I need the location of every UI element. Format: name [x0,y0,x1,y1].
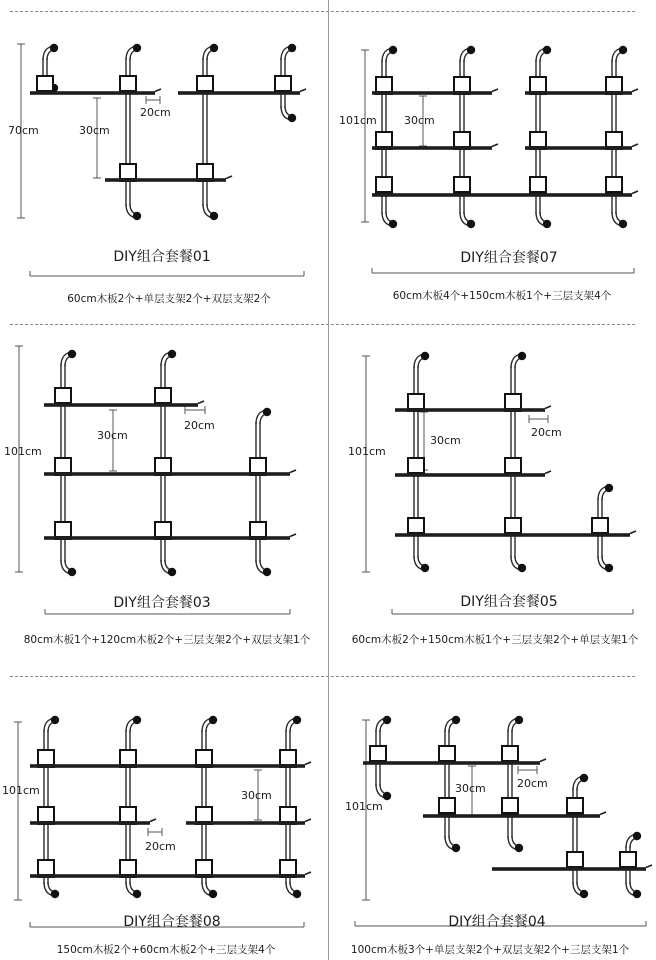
p07-upright-1-bracket-2 [376,177,392,193]
p01-shelf-2 [300,89,306,92]
p05-shelf-3 [630,531,636,534]
p05-upright-2-bracket-0 [505,394,521,410]
p05-shelf-1 [545,406,551,409]
p08-upright-4-bracket-1 [280,807,296,823]
p01-upright-2-top [133,44,141,52]
p07-title: DIY组合套餐07 [460,250,558,266]
p03-shelf-3 [290,534,296,537]
p08-upright-4-bracket-2 [280,860,296,876]
p03-shelf-1 [198,401,204,404]
p07-upright-3-bracket-2 [530,177,546,193]
p08-upright-4-top [293,716,301,724]
p07-upright-4-bracket-0 [606,77,622,93]
p03-upright-1-bottom [68,568,76,576]
p03-upright-1-top [68,350,76,358]
p08-upright-3-bracket-2 [196,860,212,876]
p08-upright-4-bottom [293,890,301,898]
p08-gap-label: 20cm [145,840,176,853]
p07-upright-4-top [619,46,627,54]
p07-spacing-label: 30cm [404,114,435,127]
p07-upright-1-top [389,46,397,54]
p05-upright-2-bracket-2 [505,518,521,534]
p07-upright-2-bracket-2 [454,177,470,193]
p05-upright-1-bracket-2 [408,518,424,534]
p05-caption: 60cm木板2个+150cm木板1个+三层支架2个+单层支架1个 [351,634,639,646]
p08-shelf-1 [30,764,305,768]
p07-height-label: 101cm [339,114,377,127]
p07-upright-2-bracket-1 [454,132,470,148]
p08-upright-1-bottom [51,890,59,898]
p08-upright-3-bracket-1 [196,807,212,823]
p04-upright-3-top [515,716,523,724]
p04-upright-4-bottom [580,890,588,898]
p04-shelf-2 [600,812,606,815]
p01-upright-2-bracket-0 [120,76,136,92]
p01-upright-3-bracket-1 [197,164,213,180]
p05-shelf-1 [395,408,545,412]
p04-upright-1-top [383,716,391,724]
p08-spacing-label: 30cm [241,789,272,802]
p08-upright-2-bottom [133,890,141,898]
p08-shelf-2 [30,821,150,825]
p04-upright-2-top [452,716,460,724]
p04-caption: 100cm木板3个+单层支架2个+双层支架2个+三层支架1个 [350,944,630,956]
p03-upright-2-top [168,350,176,358]
p05-shelf-2 [395,473,545,477]
p01-upright-4-bracket-0 [275,76,291,92]
p07-upright-4-bottom [619,220,627,228]
p05-gap-label: 20cm [531,426,562,439]
p04-shelf-1 [363,761,540,765]
p08-upright-4-bracket-0 [280,750,296,766]
p07-shelf-2 [525,91,632,95]
p01-shelf-1 [30,91,155,95]
p08-shelf-4 [305,872,311,875]
p07-shelf-3 [492,144,498,147]
p07-upright-3-bracket-1 [530,132,546,148]
p04-upright-5-bottom [633,890,641,898]
p04-height-label: 101cm [345,800,383,813]
p04-gap-label: 20cm [517,777,548,790]
p05-height-label: 101cm [348,445,386,458]
p03-upright-2-bracket-2 [155,522,171,538]
p01-upright-1-bracket-0 [37,76,53,92]
p05-shelf-3 [395,533,630,537]
p08-upright-1-top [51,716,59,724]
p04-upright-5-top [633,832,641,840]
p08-upright-3-bracket-0 [196,750,212,766]
p08-upright-2-bracket-0 [120,750,136,766]
p07-upright-2-top [467,46,475,54]
p03-shelf-2 [290,470,296,473]
p07-upright-3-bracket-0 [530,77,546,93]
p01-upright-4-bottom [288,114,296,122]
p03-upright-1-bracket-0 [55,388,71,404]
p07-shelf-1 [372,91,492,95]
p04-upright-3-bracket-1 [502,798,518,814]
p04-upright-4-bracket-1 [567,852,583,868]
p03-caption: 80cm木板1个+120cm木板2个+三层支架2个+双层支架1个 [23,634,311,646]
p01-upright-3-top [210,44,218,52]
p05-upright-3-top [605,484,613,492]
p07-upright-4-bracket-1 [606,132,622,148]
p07-shelf-1 [492,89,498,92]
p04-shelf-1 [540,759,546,762]
p07-upright-1-bottom [389,220,397,228]
p04-upright-4-bracket-0 [567,798,583,814]
p04-upright-2-bracket-0 [439,746,455,762]
p04-upright-3-bottom [515,844,523,852]
p07-shelf-5 [632,191,638,194]
p08-shelf-3 [305,819,311,822]
p08-title: DIY组合套餐08 [123,914,221,930]
p07-upright-4-bracket-2 [606,177,622,193]
p03-upright-1-bracket-1 [55,458,71,474]
p03-gap-label: 20cm [184,419,215,432]
p07-upright-3-bottom [543,220,551,228]
p07-caption: 60cm木板4个+150cm木板1个+三层支架4个 [392,290,612,302]
p08-upright-1-bracket-0 [38,750,54,766]
p01-upright-1-top [50,44,58,52]
p05-upright-1-bracket-1 [408,458,424,474]
p03-shelf-2 [44,472,290,476]
p07-shelf-4 [632,144,638,147]
p01-gap-label: 20cm [140,106,171,119]
p04-upright-1-bottom [383,792,391,800]
p03-upright-2-bracket-0 [155,388,171,404]
p03-spacing-label: 30cm [97,429,128,442]
p01-upright-3-bracket-0 [197,76,213,92]
p07-shelf-3 [372,146,492,150]
p04-upright-4-top [580,774,588,782]
p05-upright-1-bottom [421,564,429,572]
p03-upright-3-bracket-0 [250,458,266,474]
p05-upright-1-top [421,352,429,360]
p08-height-label: 101cm [2,784,40,797]
p04-shelf-2 [423,814,600,818]
p01-shelf-3 [105,178,226,182]
p07-upright-2-bottom [467,220,475,228]
p01-upright-3-bottom [210,212,218,220]
p05-upright-2-bottom [518,564,526,572]
p04-upright-1-bracket-0 [370,746,386,762]
p01-upright-4-top [288,44,296,52]
p01-height-label: 70cm [8,124,39,137]
p04-upright-2-bottom [452,844,460,852]
p04-upright-3-bracket-0 [502,746,518,762]
p04-shelf-3 [646,865,652,868]
p07-shelf-4 [525,146,632,150]
p07-shelf-2 [632,89,638,92]
p08-upright-1-bracket-2 [38,860,54,876]
p03-upright-3-top [263,408,271,416]
p04-shelf-3 [492,867,646,871]
p01-upright-2-bracket-1 [120,164,136,180]
p08-upright-2-bracket-2 [120,860,136,876]
p08-shelf-4 [30,874,305,878]
p03-height-label: 101cm [4,445,42,458]
p08-upright-3-top [209,716,217,724]
p07-upright-2-bracket-0 [454,77,470,93]
p07-upright-1-bracket-1 [376,132,392,148]
p07-shelf-5 [372,193,632,197]
p08-upright-2-bracket-1 [120,807,136,823]
p01-shelf-2 [178,91,300,95]
p03-title: DIY组合套餐03 [113,595,211,611]
p08-upright-2-top [133,716,141,724]
p04-upright-2-bracket-1 [439,798,455,814]
p04-upright-5-bracket-0 [620,852,636,868]
p03-shelf-3 [44,536,290,540]
p01-shelf-3 [226,176,232,179]
p05-shelf-2 [545,471,551,474]
p04-spacing-label: 30cm [455,782,486,795]
p01-upright-2-bottom [133,212,141,220]
p08-shelf-3 [186,821,305,825]
p03-shelf-1 [44,403,198,407]
p03-upright-3-bottom [263,568,271,576]
p01-caption: 60cm木板2个+单层支架2个+双层支架2个 [67,293,271,305]
p08-shelf-1 [305,762,311,765]
p08-caption: 150cm木板2个+60cm木板2个+三层支架4个 [56,944,276,956]
p05-spacing-label: 30cm [430,434,461,447]
p05-title: DIY组合套餐05 [460,594,558,610]
p08-upright-3-bottom [209,890,217,898]
p03-upright-3-bracket-1 [250,522,266,538]
p03-upright-2-bottom [168,568,176,576]
p05-upright-3-bracket-0 [592,518,608,534]
p01-title: DIY组合套餐01 [113,249,211,265]
p07-upright-3-top [543,46,551,54]
p01-shelf-1 [155,89,161,92]
p03-upright-2-bracket-1 [155,458,171,474]
p05-upright-2-bracket-1 [505,458,521,474]
p08-shelf-2 [150,819,156,822]
p05-upright-3-bottom [605,564,613,572]
p08-upright-1-bracket-1 [38,807,54,823]
p05-upright-1-bracket-0 [408,394,424,410]
p01-spacing-label: 30cm [79,124,110,137]
p07-upright-1-bracket-0 [376,77,392,93]
p03-upright-1-bracket-2 [55,522,71,538]
p04-title: DIY组合套餐04 [448,914,546,930]
p05-upright-2-top [518,352,526,360]
